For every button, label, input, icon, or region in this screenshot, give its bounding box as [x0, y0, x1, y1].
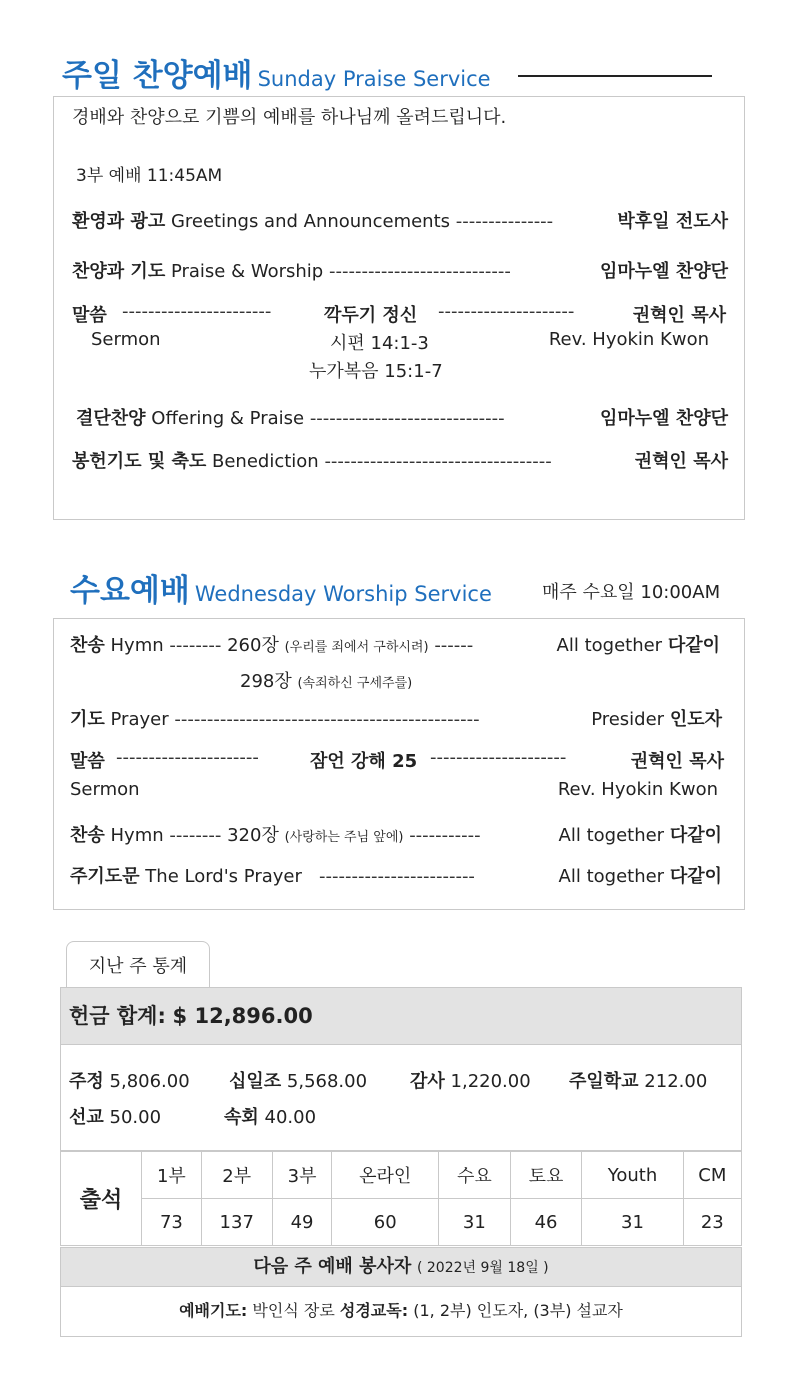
sunday-item-praise: 찬양과 기도 Praise & Worship ---------------------------- 임마누엘 찬양단: [72, 261, 728, 282]
offering-item: 속회 40.00: [224, 1107, 317, 1128]
attendance-label: 출석: [61, 1152, 142, 1246]
attendance-header: 토요: [510, 1152, 582, 1199]
sunday-title: [62, 50, 491, 95]
attendance-header: 3부: [272, 1152, 332, 1199]
attendance-value: 23: [683, 1199, 741, 1246]
sermon-preacher-en: Rev. Hyokin Kwon: [548, 329, 709, 350]
wed-sermon-dashes-right: ---------------------: [430, 747, 567, 768]
attendance-header: 온라인: [332, 1152, 439, 1199]
wed-sermon-preacher-en: Rev. Hyokin Kwon: [557, 779, 718, 800]
sermon-label-en: Sermon: [91, 329, 161, 350]
attendance-header: 2부: [201, 1152, 272, 1199]
wednesday-box: [53, 618, 745, 910]
sermon-ref1: 시편 14:1-3: [330, 333, 429, 354]
wednesday-title-kr: 수요예배: [70, 573, 190, 609]
offering-total: 헌금 합계: $ 12,896.00: [69, 1004, 313, 1028]
attendance-value: 46: [510, 1199, 582, 1246]
wed-sermon-title: 잠언 강해 25: [310, 751, 418, 772]
wed-sermon-en: Sermon: [70, 779, 140, 800]
next-week-servers: 예배기도: 박인식 장로 성경교독: (1, 2부) 인도자, (3부) 설교자: [60, 1287, 742, 1337]
wed-prayer: 기도 Prayer ----------------------------------------------- Presider 인도자: [70, 709, 722, 730]
sermon-preacher-kr: 권혁인 목사: [632, 305, 726, 326]
offering-item: 주정 5,806.00: [69, 1071, 190, 1092]
attendance-value: 31: [582, 1199, 683, 1246]
offering-item: 선교 50.00: [69, 1107, 162, 1128]
wed-hymn1b: 298장 (속죄하신 구세주를): [240, 671, 413, 692]
offering-item: 십일조 5,568.00: [229, 1071, 368, 1092]
offering-item: 주일학교 212.00: [569, 1071, 708, 1092]
attendance-value: 31: [439, 1199, 511, 1246]
attendance-header: 수요: [439, 1152, 511, 1199]
sunday-title-kr: 주일 찬양예배: [62, 58, 253, 94]
attendance-value: 49: [272, 1199, 332, 1246]
attendance-header: CM: [683, 1152, 741, 1199]
sunday-intro: 경배와 찬양으로 기쁨의 예배를 하나님께 올려드립니다.: [72, 107, 507, 128]
sermon-dashes-right: ---------------------: [438, 301, 575, 322]
sunday-title-en: Sunday Praise Service: [257, 67, 491, 91]
offering-total-bar: [60, 987, 742, 1045]
attendance-value: 73: [142, 1199, 202, 1246]
sermon-title: 깍두기 정신: [324, 305, 418, 326]
sunday-box: [53, 96, 745, 520]
wed-hymn1: 찬송 Hymn -------- 260장 (우리를 죄에서 구하시려) ------ All together 다같이: [70, 635, 720, 656]
sermon-ref2: 누가복음 15:1-7: [309, 361, 443, 382]
attendance-header: Youth: [582, 1152, 683, 1199]
wednesday-schedule: 매주 수요일 10:00AM: [542, 582, 721, 603]
attendance-value: 60: [332, 1199, 439, 1246]
title-divider: [518, 75, 712, 77]
next-week-header: [60, 1247, 742, 1287]
attendance-header: 1부: [142, 1152, 202, 1199]
wed-hymn2: 찬송 Hymn -------- 320장 (사랑하는 주님 앞에) ----------- All together 다같이: [70, 825, 722, 846]
sermon-label-kr: 말씀: [72, 305, 107, 326]
sunday-item-offering: 결단찬양 Offering & Praise ------------------------------ 임마누엘 찬양단: [76, 408, 728, 429]
wed-sermon-kr: 말씀: [70, 751, 105, 772]
wed-sermon-preacher-kr: 권혁인 목사: [630, 751, 724, 772]
attendance-table: [60, 1151, 742, 1246]
wednesday-title: [70, 565, 492, 610]
offering-breakdown: [60, 1045, 742, 1151]
wed-lords-prayer: 주기도문 The Lord's Prayer ------------------------ All together 다같이: [70, 866, 722, 887]
wed-sermon-dashes-left: ----------------------: [116, 747, 259, 768]
next-week-title: 다음 주 예배 봉사자: [253, 1256, 412, 1277]
attendance-value: 137: [201, 1199, 272, 1246]
stats-tab[interactable]: 지난 주 통계: [66, 941, 210, 987]
sermon-dashes-left: -----------------------: [122, 301, 272, 322]
sunday-item-greetings: 환영과 광고 Greetings and Announcements --------------- 박후일 전도사: [72, 211, 728, 232]
wednesday-title-en: Wednesday Worship Service: [194, 582, 492, 606]
next-week-date: ( 2022년 9월 18일 ): [416, 1260, 549, 1276]
sunday-item-benediction: 봉헌기도 및 축도 Benediction ----------------------------------- 권혁인 목사: [72, 451, 728, 472]
service-time: 3부 예배 11:45AM: [76, 166, 223, 186]
offering-item: 감사 1,220.00: [410, 1071, 531, 1092]
